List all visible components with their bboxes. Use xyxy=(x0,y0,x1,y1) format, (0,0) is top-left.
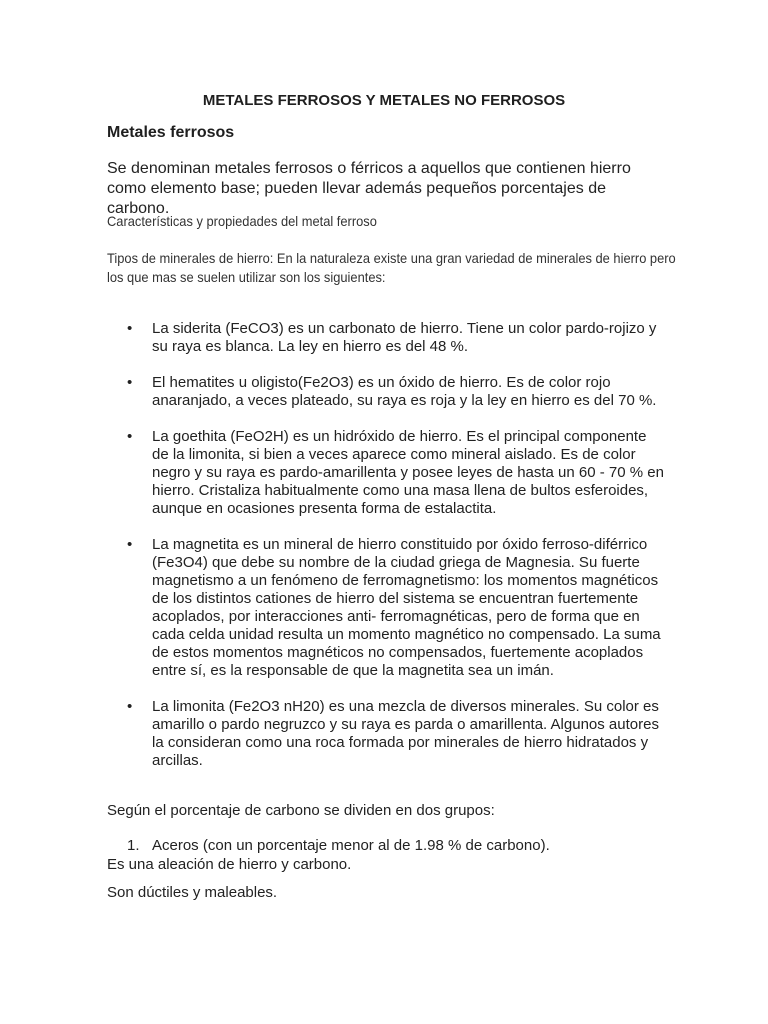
ductile-paragraph: Son dúctiles y maleables. xyxy=(107,884,278,901)
list-item xyxy=(107,698,667,770)
numbered-item xyxy=(127,837,550,855)
numbered-item-text: Aceros (con un porcentaje menor al de 1.98 % de carbono). xyxy=(152,837,550,854)
list-item xyxy=(107,320,667,356)
list-item xyxy=(107,374,667,410)
list-item-text: La goethita (FeO2H) es un hidróxido de hierro. Es el principal componente de la limonita, si bien a veces aparece como mineral aislado. Es de color negro y su raya es pardo-amarillenta y posee leyes de hasta un 60 - 70 % en hierro. Cristaliza habitualmente como una masa llena de bultos esferoides, aunque en ocasiones presenta forma de estalactita. xyxy=(152,428,664,517)
bullet-icon: • xyxy=(127,374,133,391)
characteristics-line: Características y propiedades del metal ferroso xyxy=(107,213,377,229)
section-heading: Metales ferrosos xyxy=(107,124,235,141)
intro-paragraph: Se denominan metales ferrosos o férricos a aquellos que contienen hierro como elemento base; pueden llevar además pequeños porcentajes de carbono. xyxy=(107,160,631,217)
list-item-text: La limonita (Fe2O3 nH20) es una mezcla de diversos minerales. Su color es amarillo o pardo negruzco y su raya es parda o amarillenta. Algunos autores la consideran como una roca formada por minerales de hierro hidratados y arcillas. xyxy=(152,698,659,769)
list-item-text: El hematites u oligisto(Fe2O3) es un óxido de hierro. Es de color rojo anaranjado, a veces plateado, su raya es roja y la ley en hierro es del 70 %. xyxy=(152,374,657,409)
mineral-types-paragraph: Tipos de minerales de hierro: En la naturaleza existe una gran variedad de minerales de hierro pero los que mas se suelen utilizar son los siguientes: xyxy=(107,250,676,285)
list-number: 1. xyxy=(127,837,140,854)
bullet-icon: • xyxy=(127,536,133,553)
bullet-icon: • xyxy=(127,320,133,337)
bullet-icon: • xyxy=(127,698,133,715)
list-item-text: La magnetita es un mineral de hierro constituido por óxido ferroso-diférrico (Fe3O4) que debe su nombre de la ciudad griega de Magnesia. Su fuerte magnetismo a un fenómeno de ferromagnetismo: los momentos magnéticos de los distintos cationes de hierro del sistema se encuentran fuertemente acoplados, por interacciones anti- ferromagnéticas, pero de forma que en cada celda unidad resulta un momento magnético no compensado. La suma de estos momentos magnéticos no compensados, fuertemente acoplados entre sí, es la responsable de que la magnetita sea un imán. xyxy=(152,536,661,679)
groups-paragraph: Según el porcentaje de carbono se dividen en dos grupos: xyxy=(107,802,495,819)
alloy-paragraph: Es una aleación de hierro y carbono. xyxy=(107,856,352,873)
document-title: METALES FERROSOS Y METALES NO FERROSOS xyxy=(202,92,566,109)
list-item xyxy=(107,536,667,680)
minerals-list xyxy=(107,320,667,788)
bullet-icon: • xyxy=(127,428,133,445)
list-item xyxy=(107,428,667,518)
list-item-text: La siderita (FeCO3) es un carbonato de hierro. Tiene un color pardo-rojizo y su raya es blanca. La ley en hierro es del 48 %. xyxy=(152,320,657,355)
